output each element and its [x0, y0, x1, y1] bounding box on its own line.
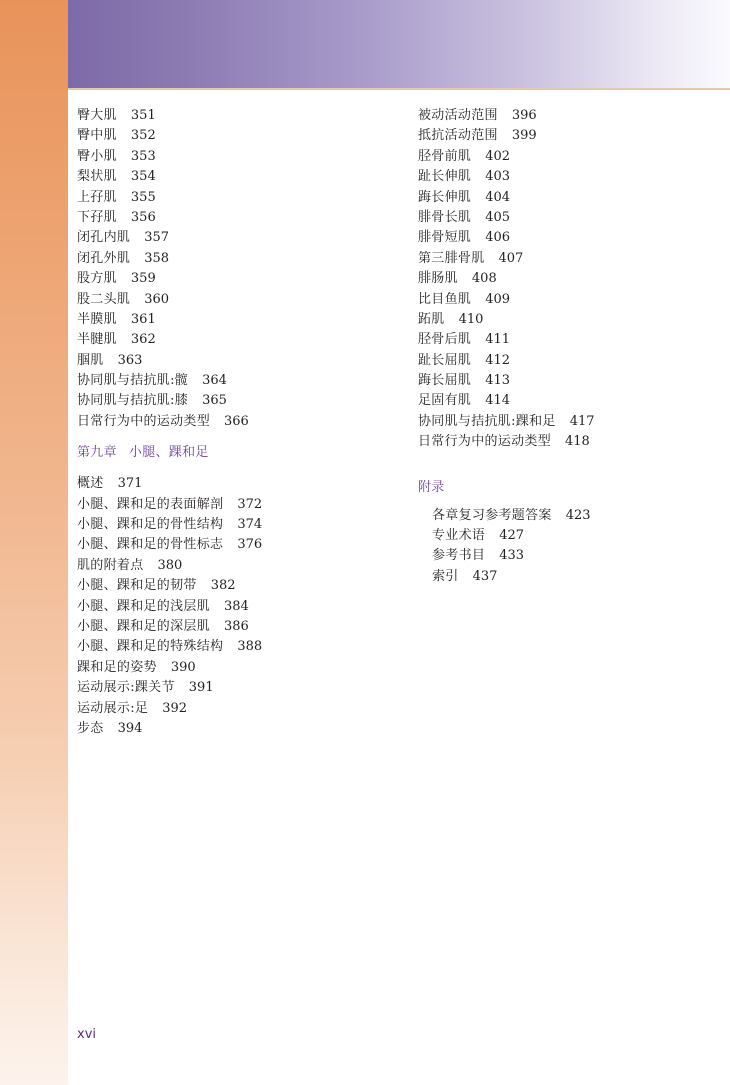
toc-entry-title: 胫骨前肌 — [418, 148, 472, 164]
toc-entry-title: 协同肌与拮抗肌:膝 — [77, 393, 189, 409]
toc-entry-page: 394 — [117, 720, 143, 736]
toc-entry-page: 414 — [485, 393, 511, 409]
toc-entry-page: 366 — [224, 413, 249, 429]
toc-entry — [432, 546, 718, 566]
toc-entry-page: 406 — [485, 230, 511, 246]
toc-entry-page: 386 — [224, 618, 249, 634]
toc-entry-page: 372 — [237, 496, 263, 512]
toc-entry-title: 日常行为中的运动类型 — [77, 413, 211, 429]
toc-entry — [77, 188, 397, 208]
toc-entry — [77, 330, 397, 350]
toc-entry — [77, 719, 397, 739]
toc-entry-page: 437 — [472, 568, 498, 584]
toc-entry-page: 358 — [144, 250, 170, 266]
toc-entry — [77, 699, 397, 719]
toc-entry-title: 小腿、踝和足的特殊结构 — [77, 639, 224, 655]
toc-entry-title: 跖肌 — [418, 311, 445, 327]
toc-entry — [77, 535, 397, 555]
toc-entry — [418, 310, 718, 330]
toc-entry — [77, 391, 397, 411]
toc-entry-page: 357 — [144, 230, 170, 246]
toc-entry-title: 下孖肌 — [77, 209, 117, 225]
toc-entry-page: 388 — [237, 639, 263, 655]
toc-entry-page: 418 — [565, 434, 590, 450]
toc-entry-title: 肌的附着点 — [77, 557, 144, 573]
toc-entry-title: 小腿、踝和足的骨性标志 — [77, 537, 224, 553]
toc-entry — [77, 412, 397, 432]
toc-entry-page: 361 — [130, 311, 156, 327]
toc-entry — [418, 106, 718, 126]
toc-entry — [77, 106, 397, 126]
top-decorative-band — [68, 0, 730, 88]
toc-entry-page: 408 — [471, 271, 497, 287]
toc-entry — [77, 515, 397, 535]
toc-entry — [77, 290, 397, 310]
toc-entry-title: 协同肌与拮抗肌:踝和足 — [418, 413, 556, 429]
toc-entry-page: 360 — [144, 291, 170, 307]
toc-right-column — [418, 106, 718, 587]
toc-entry — [418, 391, 718, 411]
page-number: xvi — [77, 1027, 96, 1042]
toc-entry-title: 小腿、踝和足的深层肌 — [77, 618, 211, 634]
toc-entry-title: 协同肌与拮抗肌:髋 — [77, 373, 189, 389]
toc-entry-page: 433 — [499, 548, 525, 564]
toc-entry-title: 小腿、踝和足的韧带 — [77, 578, 197, 594]
toc-entry — [77, 658, 397, 678]
toc-entry — [77, 147, 397, 167]
toc-entry-page: 364 — [202, 373, 227, 389]
toc-entry-page: 390 — [170, 659, 196, 675]
toc-entry-page: 407 — [498, 250, 524, 266]
toc-entry — [418, 290, 718, 310]
toc-entry — [418, 208, 718, 228]
toc-entry-title: 比目鱼肌 — [418, 291, 472, 307]
toc-entry-page: 356 — [130, 209, 156, 225]
toc-entry-title: 臀中肌 — [77, 128, 117, 144]
toc-entry — [77, 474, 397, 494]
toc-entry — [418, 330, 718, 350]
toc-entry — [418, 432, 718, 452]
toc-entry-list — [77, 106, 397, 432]
toc-entry-title: 步态 — [77, 720, 104, 736]
toc-entry-page: 359 — [130, 271, 156, 287]
toc-entry-title: 踇长屈肌 — [418, 373, 472, 389]
toc-entry — [77, 617, 397, 637]
toc-entry — [418, 351, 718, 371]
toc-entry — [77, 556, 397, 576]
toc-entry-page: 399 — [511, 128, 537, 144]
toc-entry-title: 股方肌 — [77, 271, 117, 287]
toc-entry-title: 参考书目 — [432, 548, 486, 564]
left-decorative-bar — [0, 0, 68, 1085]
toc-entry — [418, 188, 718, 208]
toc-entry — [418, 412, 718, 432]
toc-entry-title: 第三腓骨肌 — [418, 250, 485, 266]
toc-entry — [77, 208, 397, 228]
chapter-title: 小腿、踝和足 — [128, 445, 209, 461]
toc-entry — [418, 126, 718, 146]
toc-entry-page: 404 — [485, 189, 511, 205]
toc-entry-title: 腘肌 — [77, 352, 104, 368]
toc-entry-page: 376 — [237, 537, 263, 553]
toc-entry-title: 闭孔外肌 — [77, 250, 131, 266]
toc-entry-title: 上孖肌 — [77, 189, 117, 205]
toc-entry-title: 胫骨后肌 — [418, 332, 472, 348]
toc-entry-page: 417 — [569, 413, 595, 429]
toc-entry — [77, 126, 397, 146]
toc-entry-page: 409 — [485, 291, 511, 307]
toc-entry-page: 391 — [188, 680, 214, 696]
toc-entry-title: 小腿、踝和足的表面解剖 — [77, 496, 224, 512]
toc-entry-title: 趾长伸肌 — [418, 169, 472, 185]
toc-entry-title: 腓肠肌 — [418, 271, 458, 287]
toc-entry-title: 小腿、踝和足的骨性结构 — [77, 517, 224, 533]
toc-entry-title: 抵抗活动范围 — [418, 128, 498, 144]
toc-entry-title: 被动活动范围 — [418, 108, 498, 123]
toc-entry — [77, 637, 397, 657]
toc-entry-title: 专业术语 — [432, 528, 486, 544]
toc-entry-page: 353 — [130, 148, 156, 164]
toc-entry-page: 392 — [162, 700, 188, 716]
toc-entry-title: 各章复习参考题答案 — [432, 507, 552, 523]
toc-entry — [77, 597, 397, 617]
toc-entry-title: 踇长伸肌 — [418, 189, 472, 205]
toc-entry — [77, 269, 397, 289]
toc-entry-list — [418, 506, 718, 588]
toc-entry — [418, 228, 718, 248]
toc-entry — [77, 678, 397, 698]
toc-entry-page: 412 — [485, 352, 511, 368]
toc-entry-list — [418, 106, 718, 453]
toc-entry-list — [77, 474, 397, 739]
toc-entry-page: 352 — [130, 128, 156, 144]
toc-entry-title: 腓骨短肌 — [418, 230, 472, 246]
toc-entry-title: 闭孔内肌 — [77, 230, 131, 246]
chapter-heading — [77, 443, 397, 463]
toc-entry-title: 梨状肌 — [77, 169, 117, 185]
toc-entry-title: 臀小肌 — [77, 148, 117, 164]
toc-entry-title: 概述 — [77, 476, 104, 492]
toc-entry-page: 355 — [130, 189, 156, 205]
toc-entry-page: 382 — [210, 578, 236, 594]
toc-entry-page: 362 — [130, 332, 156, 348]
toc-left-column — [77, 106, 397, 739]
toc-entry-title: 日常行为中的运动类型 — [418, 434, 552, 450]
toc-entry-page: 374 — [237, 517, 263, 533]
toc-entry — [77, 351, 397, 371]
toc-entry-page: 384 — [224, 598, 249, 614]
toc-entry — [418, 249, 718, 269]
chapter-number: 第九章 — [77, 445, 117, 461]
toc-entry-page: 402 — [485, 148, 511, 164]
toc-entry-page: 403 — [485, 169, 511, 185]
toc-entry-title: 半腱肌 — [77, 332, 117, 348]
toc-entry-page: 410 — [458, 311, 484, 327]
toc-entry — [77, 495, 397, 515]
toc-entry — [418, 167, 718, 187]
toc-entry-page: 365 — [202, 393, 227, 409]
toc-entry — [77, 576, 397, 596]
toc-entry — [77, 249, 397, 269]
toc-entry — [77, 371, 397, 391]
toc-entry-page: 351 — [130, 108, 156, 123]
toc-entry-page: 363 — [117, 352, 143, 368]
toc-entry-page: 413 — [485, 373, 511, 389]
toc-entry-page: 380 — [157, 557, 183, 573]
toc-entry-title: 足固有肌 — [418, 393, 472, 409]
toc-entry-page: 396 — [511, 108, 537, 123]
toc-entry-title: 股二头肌 — [77, 291, 131, 307]
toc-entry — [432, 567, 718, 587]
toc-entry-title: 半膜肌 — [77, 311, 117, 327]
toc-entry-title: 臀大肌 — [77, 108, 117, 123]
toc-entry — [432, 506, 718, 526]
top-divider-line — [68, 88, 730, 90]
toc-entry — [418, 147, 718, 167]
toc-entry-page: 411 — [485, 332, 511, 348]
toc-entry — [418, 269, 718, 289]
toc-entry-title: 踝和足的姿势 — [77, 659, 157, 675]
toc-entry — [77, 167, 397, 187]
toc-entry-page: 423 — [565, 507, 591, 523]
toc-entry — [432, 526, 718, 546]
toc-entry — [418, 371, 718, 391]
toc-entry-title: 运动展示:踝关节 — [77, 680, 175, 696]
toc-entry-title: 索引 — [432, 568, 459, 584]
toc-entry-title: 运动展示:足 — [77, 700, 149, 716]
toc-entry-page: 427 — [499, 528, 525, 544]
toc-entry-page: 405 — [485, 209, 511, 225]
toc-entry-page: 354 — [130, 169, 156, 185]
toc-entry-page: 371 — [117, 476, 143, 492]
appendix-heading: 附录 — [418, 479, 445, 495]
toc-entry-title: 小腿、踝和足的浅层肌 — [77, 598, 211, 614]
toc-entry — [77, 310, 397, 330]
toc-entry-title: 趾长屈肌 — [418, 352, 472, 368]
toc-entry-title: 腓骨长肌 — [418, 209, 472, 225]
toc-entry — [77, 228, 397, 248]
